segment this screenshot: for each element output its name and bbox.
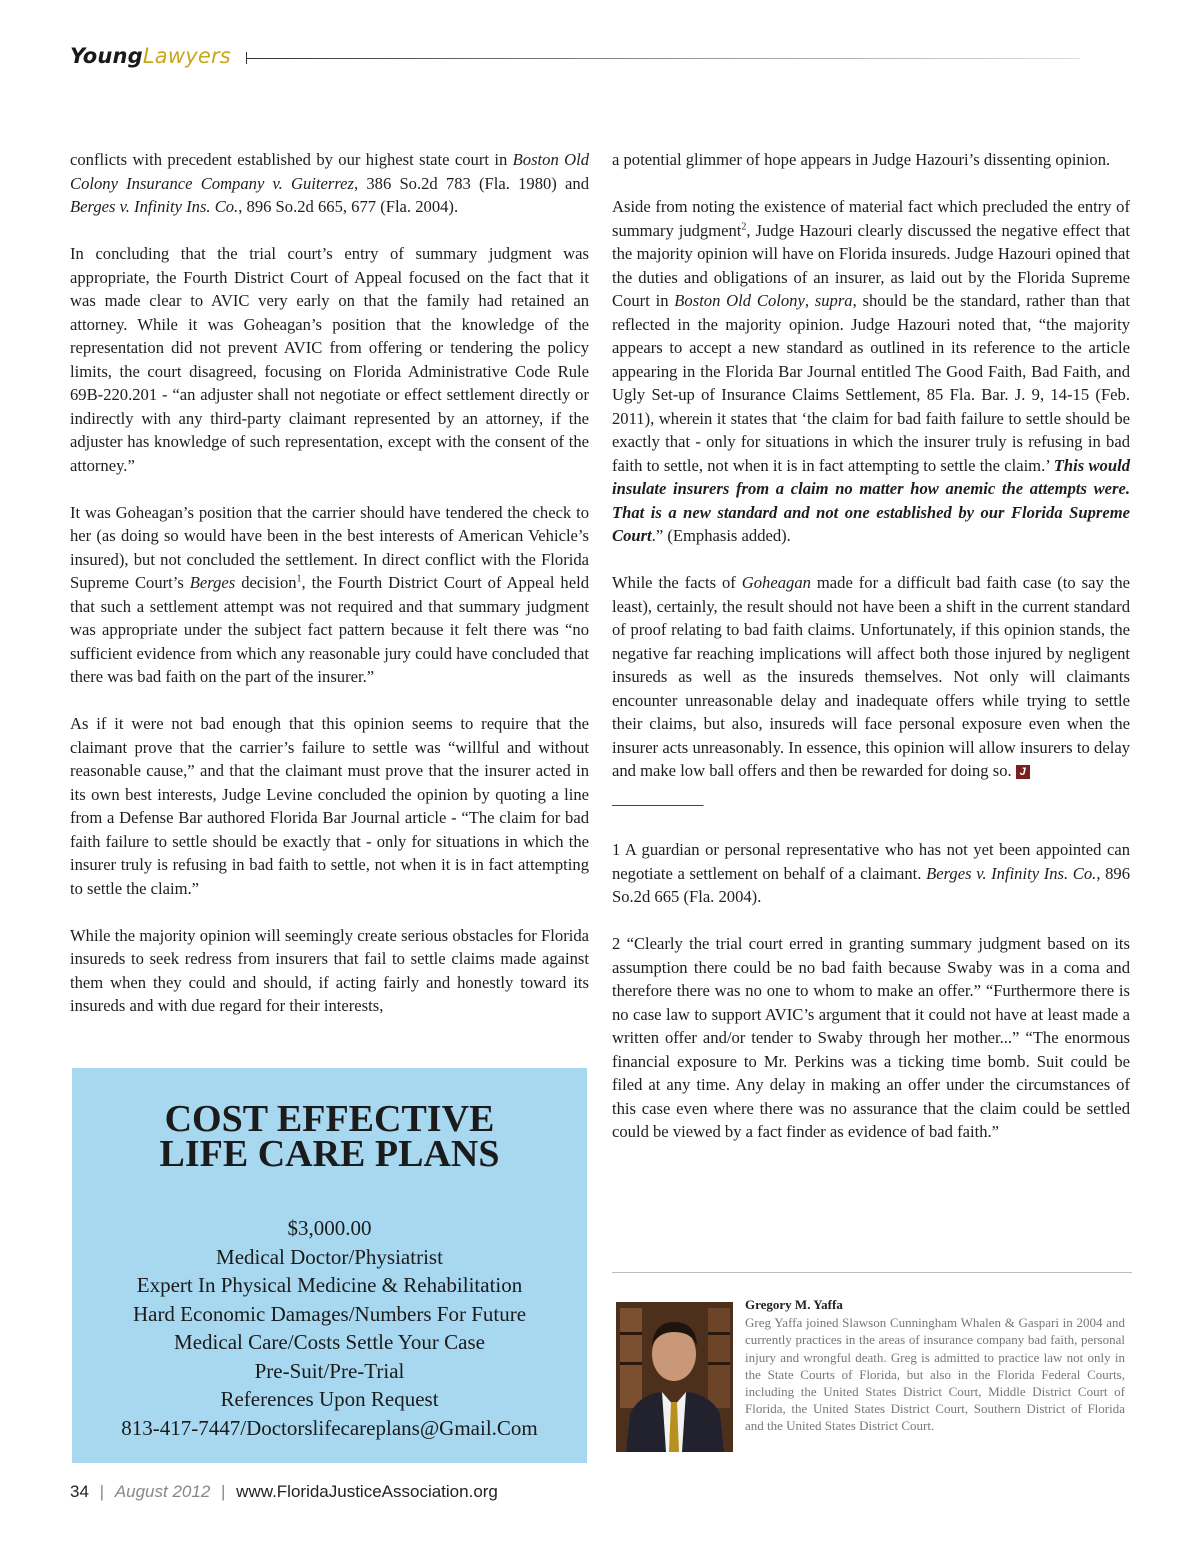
article-column-left: [70, 148, 589, 1018]
footnote-1: [612, 838, 1130, 909]
footer-separator: |: [221, 1482, 226, 1501]
ad-line: Medical Doctor/Physiatrist: [216, 1244, 443, 1269]
footnote-2: [612, 932, 1130, 1144]
author-name: Gregory M. Yaffa: [745, 1297, 843, 1312]
paragraph: [70, 924, 589, 1018]
text-run: , the Fourth District Court of Appeal held that such a settlement attempt was not required and that summary judgment was appropriate under the subject fact pattern because it felt there was “no sufficient evidence from which any reasonable jury could have concluded that there was bad faith on the part of the insurer.”: [70, 573, 589, 686]
text-run: Boston Old Colony Insurance Company v. Guiterrez: [70, 150, 589, 193]
final-paragraph-text: [612, 573, 1130, 780]
ad-line: Pre-Suit/Pre-Trial: [254, 1358, 405, 1383]
text-run: While the majority opinion will seemingly create serious obstacles for Florida insureds to seek redress from insurers that fail to settle claims made against them when they could and should, if acting fairly and honestly toward its insureds and with due regard for their interests,: [70, 925, 589, 1015]
paragraph-final: [612, 571, 1130, 783]
text-run: Berges: [189, 573, 236, 592]
ad-line: References Upon Request: [220, 1387, 439, 1411]
text-run: 2 “Clearly the trial court erred in granting summary judgment based on its assumption there could be no bad faith because Swaby was in a coma and therefore there was no one to whom to make an offer.” “Furthermore there is no case law to support AVIC’s argument that it could not have at least made a written offer and/or tender to Swaby through her mother...” “The enormous financial exposure to Mr. Perkins was a ticking time bomb. Suit could be filed at any time. Any delay in making an offer under the circumstances of this case even where there was no assurance that the claim could be settled could be viewed by a fact finder as evidence of bad faith.”: [612, 934, 1130, 1141]
text-run: supra: [814, 291, 853, 310]
text-run: Boston Old Colony: [674, 291, 805, 310]
ad-line: Hard Economic Damages/Numbers For Future: [132, 1301, 527, 1326]
ad-line: Medical Care/Costs Settle Your Case: [174, 1330, 485, 1354]
text-run: , 386 So.2d 783 (Fla. 1980) and: [354, 173, 589, 193]
ad-headline-line2: LIFE CARE PLANS: [159, 1133, 500, 1175]
paragraph: [70, 501, 589, 689]
ad-headline: [72, 1098, 587, 1175]
text-run: made for a difficult bad faith case (to say the least), certainly, the result should not have been a shift in the current standard of proof relating to bad faith claims. Unfortunately, if this opinion stands, the negative far reaching implications will affect both those injured by negligent insureds as well as the insureds themselves. Not only will claimants encounter unreasonable delay and inadequate offers while trying to settle their claims, but also, insureds will face personal exposure even when the insurer acts unreasonably. In essence, this opinion will allow insurers to delay and make low ball offers and then be rewarded for doing so.: [612, 573, 1130, 780]
ad-line: Expert In Physical Medicine & Rehabilitation: [136, 1273, 523, 1297]
text-run: ,: [804, 291, 815, 310]
text-run: Berges v. Infinity Ins. Co.: [926, 863, 1097, 883]
paragraph: [612, 148, 1130, 172]
section-brand: [70, 44, 231, 68]
bio-divider: [612, 1272, 1132, 1273]
footnote-separator: ___________: [612, 788, 704, 808]
text-run: .” (Emphasis added).: [651, 526, 791, 545]
text-run: It was Goheagan’s position that the carrier should have tendered the check to her (as doing so would have been in the best interests of American Vehicle’s insured), but not concluded the settlement. In direct conflict with the Florida Supreme Court’s: [70, 502, 589, 592]
ad-price: $3,000.00: [287, 1216, 372, 1240]
page-header: [70, 44, 1080, 72]
brand-young: Young: [70, 44, 143, 68]
website-link[interactable]: www.FloridaJusticeAssociation.org: [236, 1482, 498, 1501]
text-run: As if it were not bad enough that this opinion seems to require that the claimant prove that the carrier’s failure to settle was “willful and without reasonable cause,” and that the claimant must prove that the insurer acted in its own best interests, Judge Levine concluded the opinion by quoting a line from a Defense Bar authored Florida Bar Journal article - “The claim for bad faith failure to settle should be exactly that - only for situations in which the insurer truly is refusing in bad faith to settle, not when it is in fact attempting to settle the claim.”: [70, 714, 589, 898]
text-run: , 896 So.2d 665, 677 (Fla. 2004).: [238, 197, 459, 216]
text-run: Goheagan: [741, 573, 811, 592]
footer-separator: |: [99, 1482, 105, 1501]
text-run: , should be the standard, rather than that reflected in the majority opinion. Judge Hazouri noted that, “the majority appears to accept a new standard as outlined in its reference to the article appearing in the Florida Bar Journal entitled The Good Faith, Bad Faith, and Ugly Set-up of Insurance Claims Settlement, 85 Fla. Bar. J. 9, 14-15 (Feb. 2011), wherein it states that ‘the claim for bad faith failure to settle should be exactly that - only for situations in which the insurer truly is refusing in bad faith to settle, not when it is in fact attempting to settle the claim.’: [612, 291, 1130, 475]
text-run: , Judge Hazouri clearly discussed the negative effect that the majority opinion will have on Florida insureds. Judge Hazouri opined that the duties and obligations of an insurer, as laid out by the Florida Supreme Court in: [612, 220, 1130, 310]
text-run: In concluding that the trial court’s entry of summary judgment was appropriate, the Fourth District Court of Appeal focused on the fact that it was made clear to AVIC very early on that the family had retained an attorney. While it was Goheagan’s position that the knowledge of the representation did not prevent AVIC from offering or tendering the policy limits, the court disagreed, focusing on Florida Administrative Code Rule 69B-220.201 - “an adjuster shall not negotiate or effect settlement directly or indirectly with any third-party claimant represented by an attorney, if the adjuster has knowledge of such representation, except with the consent of the attorney.”: [70, 244, 589, 475]
page-number: 34: [70, 1482, 89, 1501]
ad-headline-line1: COST EFFECTIVE: [164, 1098, 495, 1140]
author-portrait-image: [616, 1302, 733, 1452]
footnote-ref: 2: [741, 220, 747, 232]
footnote-ref: 1: [296, 573, 302, 585]
issue-date: August 2012: [114, 1482, 211, 1501]
life-care-plans-ad: [72, 1068, 587, 1463]
text-run: 1 A guardian or personal representative who has not yet been appointed can negotiate a settlement on behalf of a claimant.: [612, 840, 1130, 883]
end-of-article-mark: J: [1016, 765, 1030, 779]
paragraph: [70, 242, 589, 477]
ad-contact: 813-417-7447/Doctorslifecareplans@Gmail.Com: [121, 1415, 538, 1440]
text-run: a potential glimmer of hope appears in Judge Hazouri’s dissenting opinion.: [612, 150, 1111, 169]
text-run: Aside from noting the existence of material fact which precluded the entry of summary judgment: [612, 197, 1130, 240]
author-photo: [616, 1302, 733, 1452]
text-run: While the facts of: [612, 573, 742, 592]
text-run: decision: [235, 573, 297, 592]
paragraph: [612, 195, 1130, 548]
text-run: Berges v. Infinity Ins. Co.: [70, 197, 239, 216]
text-run: , 896 So.2d 665 (Fla. 2004).: [612, 863, 1130, 906]
article-column-right: [612, 148, 1130, 1144]
text-run: conflicts with precedent established by our highest state court in: [70, 150, 513, 169]
header-rule: [246, 58, 1080, 59]
ad-details: [72, 1214, 587, 1442]
author-bio-text: Greg Yaffa joined Slawson Cunningham Whalen & Gaspari in 2004 and currently practices in the areas of insurance company bad faith, personal injury and wrongful death. Greg is admitted to practice law not only in the State Courts of Florida, but also in the Florida Federal Courts, including the United States District Court, Middle District Court of Florida, the United States District Court, Southern District of Florida and the United States District Court.: [745, 1315, 1125, 1434]
paragraph: [70, 712, 589, 900]
text-run: This would insulate insurers from a claim no matter how anemic the attempts were. That is a new standard and not one established by our Florida Supreme Court: [612, 455, 1130, 545]
paragraph: [70, 148, 589, 219]
brand-lawyers: Lawyers: [142, 44, 231, 68]
author-bio: [745, 1296, 1125, 1435]
page-footer: [70, 1482, 498, 1502]
